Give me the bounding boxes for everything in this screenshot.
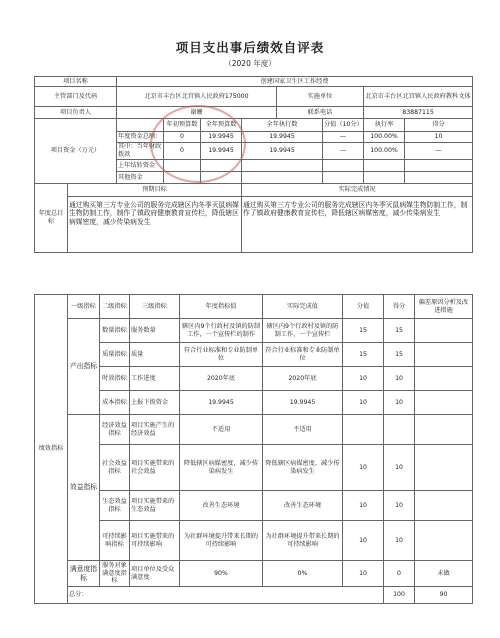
funds-cell: —	[405, 143, 473, 160]
level3-cell: 工作进度	[130, 367, 180, 391]
note-cell	[415, 521, 473, 561]
level2-cell: 社会效益指标	[100, 445, 130, 491]
funds-header-rate: 执行率	[364, 119, 405, 132]
department-label: 主管部门及代码	[35, 87, 117, 107]
actual-cell: 2020年底	[263, 367, 343, 391]
weight-cell	[343, 415, 384, 445]
weight-cell: 10	[343, 367, 384, 391]
actual-completion-text: 通过购买第三方专业公司的服务完成辖区内冬季灭鼠病媒生物防制工作，制作了镇政府健康教育宣传栏，降低辖区病媒密度，减少传染病发生	[242, 197, 473, 253]
report-year: （2020 年度）	[224, 59, 276, 68]
target-cell: 为社群环境提升带来长期的可持续影响	[180, 521, 263, 561]
score-cell: 15	[384, 343, 415, 367]
level2-cell: 可持续影响指标	[100, 521, 130, 561]
actual-cell: 不适用	[263, 415, 343, 445]
level1-benefit: 效益指标	[68, 415, 100, 561]
funds-cell: 19.9945	[201, 143, 242, 160]
implementing-unit-label: 实施单位	[277, 87, 364, 107]
note-cell	[415, 491, 473, 521]
project-leader-label: 项目负责人	[35, 107, 117, 119]
target-cell: 改善生态环境	[180, 491, 263, 521]
target-cell: 符合行业标准和专业防制单位	[180, 343, 263, 367]
target-cell: 辖区内9个行政村及镇的防制工作，一个宣传栏的制作	[180, 319, 263, 343]
level3-cell: 项目实施带来的生态效益	[130, 491, 180, 521]
level2-cell: 生态效益指标	[100, 491, 130, 521]
level3-cell: 服务数量	[130, 319, 180, 343]
score-cell	[384, 415, 415, 445]
actual-cell: 0%	[263, 561, 343, 587]
weight-cell: 10	[343, 491, 384, 521]
funds-cell: 100.00%	[364, 143, 405, 160]
total-score: 90	[415, 587, 473, 604]
actual-cell: 改善生态环境	[263, 491, 343, 521]
total-weight: 100	[384, 587, 415, 604]
target-cell: 2020年底	[180, 367, 263, 391]
project-name-value: 创建国家卫生区工作经费	[117, 77, 473, 87]
level2-cell: 数量指标	[100, 319, 130, 343]
expected-goal-header: 预期目标	[68, 184, 242, 197]
target-cell: 19.9945	[180, 391, 263, 415]
level3-cell: 项目单位及受众满意度	[130, 561, 180, 587]
level3-cell: 质量	[130, 343, 180, 367]
weight-cell: 15	[343, 319, 384, 343]
weight-cell: 10	[343, 391, 384, 415]
level2-cell: 经济效益指标	[100, 415, 130, 445]
funds-header-score: 得分	[405, 119, 473, 132]
weight-cell: 10	[343, 521, 384, 561]
funds-cell: 10	[405, 132, 473, 143]
score-cell: 15	[384, 319, 415, 343]
funds-cell: 19.9945	[242, 132, 323, 143]
level2-cell: 服务对象满意度指标	[100, 561, 130, 587]
header-level2: 二级指标	[100, 295, 130, 319]
project-name-label: 项目名称	[35, 77, 117, 87]
weight-cell: 10	[343, 561, 384, 587]
header-level3: 三级指标	[130, 295, 180, 319]
target-cell: 降低辖区病媒密度，减少传染病发生	[180, 445, 263, 491]
funds-row-label: 年度资金总额：	[117, 132, 164, 143]
annual-goal-label: 年度总目标	[35, 184, 68, 253]
total-label: 总分：	[68, 587, 384, 604]
funds-row-label: 其中：当年财政拨款	[117, 143, 164, 160]
header-target: 年度指标值	[180, 295, 263, 319]
note-cell	[415, 319, 473, 343]
note-cell	[415, 391, 473, 415]
note-cell	[415, 367, 473, 391]
header-score: 得分	[384, 295, 415, 319]
score-cell: 10	[384, 445, 415, 491]
level1-output: 产出指标	[68, 319, 100, 415]
funds-label: 项目资金（万元）	[35, 119, 117, 184]
header-note: 偏差原因分析及改进措施	[415, 295, 473, 319]
note-cell	[415, 415, 473, 445]
level1-satisfaction: 满意度指标	[68, 561, 100, 587]
weight-cell: 15	[343, 343, 384, 367]
department-value: 北京市丰台区北宫镇人民政府175000	[117, 87, 277, 107]
weight-cell: 10	[343, 445, 384, 491]
score-cell: 10	[384, 391, 415, 415]
funds-cell: 0	[164, 132, 201, 143]
funds-cell: 0	[164, 143, 201, 160]
page-title: 项目支出事后绩效自评表	[175, 40, 325, 55]
funds-cell: 100.00%	[364, 132, 405, 143]
header-actual: 实际完成值	[263, 295, 343, 319]
project-leader-value: 谢姗	[117, 107, 277, 119]
score-cell: 10	[384, 521, 415, 561]
level3-cell: 项目实施产生的经济效益	[130, 415, 180, 445]
funds-header-weight: 分值（10分）	[323, 119, 364, 132]
expected-goal-text: 通过购买第三方专业公司的服务完成辖区内冬季灭鼠病媒生物防制工作，制作了镇政府健康教育宣传栏，降低辖区病媒密度，减少传染病发生	[68, 197, 242, 253]
header-level1: 一级指标	[68, 295, 100, 319]
funds-cell: —	[323, 143, 364, 160]
score-cell: 10	[384, 491, 415, 521]
implementing-unit-value: 北京市丰台区北宫镇人民政府教科文体	[364, 87, 473, 107]
funds-row-label: 其他资金	[117, 172, 164, 184]
level2-cell: 成本指标	[100, 391, 130, 415]
level2-cell: 时效指标	[100, 367, 130, 391]
target-cell: 90%	[180, 561, 263, 587]
level3-cell: 项目实施带来的可持续影响	[130, 521, 180, 561]
funds-cell: 19.9945	[242, 143, 323, 160]
performance-table	[34, 294, 473, 604]
funds-header-executed: 全年执行数	[242, 119, 323, 132]
actual-cell: 辖区内9个行政村及镇的防制工作，一个宣传栏	[263, 319, 343, 343]
phone-label: 联系电话	[277, 107, 364, 119]
funds-header-budget-start: 年初预算数	[164, 119, 201, 132]
actual-cell: 19.9945	[263, 391, 343, 415]
level3-cell: 上报下拨资金	[130, 391, 180, 415]
header-weight: 分值	[343, 295, 384, 319]
funds-cell: —	[323, 132, 364, 143]
actual-cell: 为社群环境提升带来长期的可持续影响	[263, 521, 343, 561]
actual-completion-header: 实际完成情况	[242, 184, 473, 197]
project-info-table	[34, 76, 473, 253]
funds-cell: 19.9945	[201, 132, 242, 143]
note-cell: 未做	[415, 561, 473, 587]
target-cell: 不适用	[180, 415, 263, 445]
actual-cell: 符合行业标准和专业防制单位	[263, 343, 343, 367]
note-cell	[415, 445, 473, 491]
funds-row-label: 上年结转资金	[117, 160, 164, 172]
phone-value: 83887115	[364, 107, 473, 119]
performance-indicator-label: 绩效指标	[35, 295, 68, 604]
score-cell: 0	[384, 561, 415, 587]
level2-cell: 质量指标	[100, 343, 130, 367]
funds-header-budget-full: 全年预算数	[201, 119, 242, 132]
score-cell: 10	[384, 367, 415, 391]
note-cell	[415, 343, 473, 367]
level3-cell: 项目实施带来的社会效益	[130, 445, 180, 491]
actual-cell: 降低辖区病媒密度，减少传染病发生	[263, 445, 343, 491]
